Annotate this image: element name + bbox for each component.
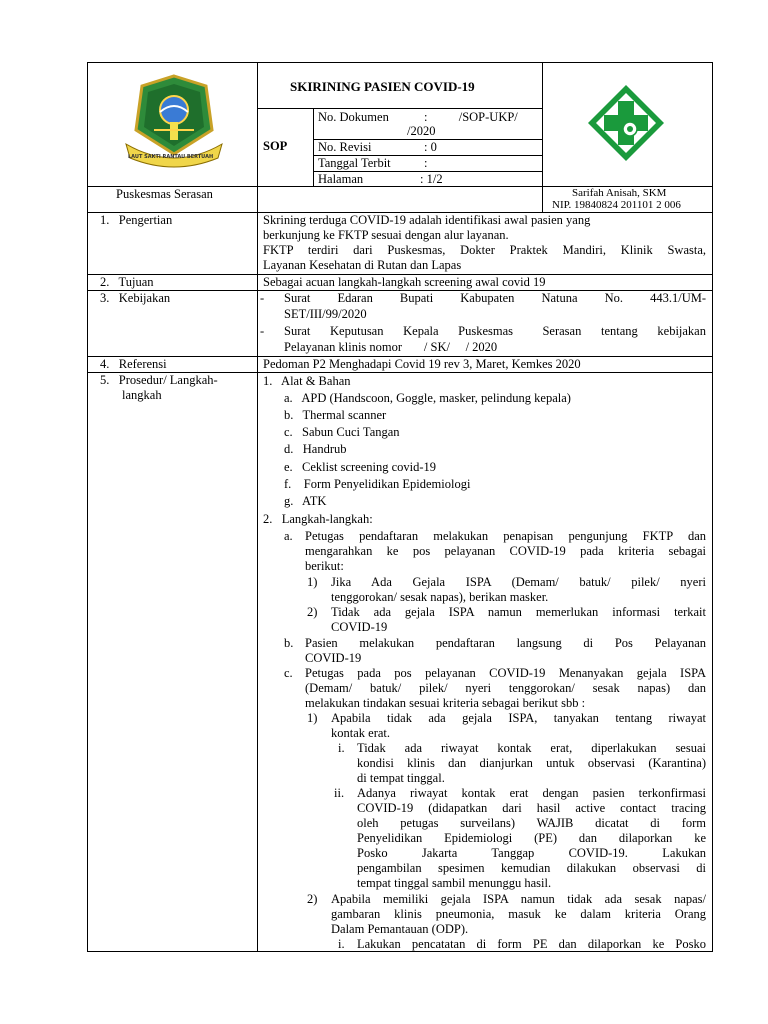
marker-c-1: 1)	[307, 711, 318, 725]
step-c-1-ii-1: Adanya riwayat kontak erat dengan pasien terkonfirmasi	[357, 786, 706, 800]
marker-c-2: 2)	[307, 892, 318, 906]
label-prosedur-2: langkah	[122, 388, 162, 402]
step-a-1: Petugas pendaftaran melakukan penapisan pengunjung FKTP dan	[305, 529, 706, 543]
step-c-1-2: kontak erat.	[331, 726, 391, 740]
pengertian-text-4: Layanan Kesehatan di Rutan dan Lapas	[263, 258, 462, 272]
label-referensi: 4. Referensi	[100, 357, 167, 371]
step-c-1-ii-4: Penyelidikan Epidemiologi (PE) dan dilaporkan ke	[357, 831, 706, 845]
step-a-2: mengarahkan ke pos pelayanan COVID-19 pada kriteria sebagai	[305, 544, 706, 558]
step-c-1-ii-3: oleh petugas surveilans) WAJIB dicatat di form	[357, 816, 706, 830]
col-divider	[257, 62, 258, 952]
emblem-motto: LAUT SAKTI RANTAU BERTUAH	[128, 154, 214, 160]
sop-divider	[313, 108, 314, 186]
alat-item: a. APD (Handscoon, Goggle, masker, pelindung kepala)	[284, 391, 571, 405]
step-c-1: Petugas pada pos pelayanan COVID-19 Menanyakan gejala ISPA	[305, 666, 706, 680]
alat-item: b. Thermal scanner	[284, 408, 387, 422]
marker-a: a.	[284, 529, 293, 543]
marker-c-1-ii: ii.	[334, 786, 345, 800]
step-a-1-1: Jika Ada Gejala ISPA (Demam/ batuk/ pilek/ nyeri	[331, 575, 706, 589]
label-kebijakan: 3. Kebijakan	[100, 291, 171, 305]
no-revisi-label: No. Revisi	[318, 140, 372, 154]
step-c-1-ii-7: tempat tinggal sambil menunggu hasil.	[357, 876, 552, 890]
step-c-1-ii-6: pengambilan spesimen kemudian dilakukan observasi di	[357, 861, 706, 875]
step-a-3: berikut:	[305, 559, 344, 573]
no-dokumen-label: No. Dokumen	[318, 110, 389, 124]
referensi-text: Pedoman P2 Menghadapi Covid 19 rev 3, Maret, Kemkes 2020	[263, 357, 581, 371]
step-c-1-i-2: kondisi klinis dan dianjurkan untuk observasi (Karantina)	[357, 756, 706, 770]
kebijakan-text-3: Surat Keputusan Kepala Puskesmas Serasan tentang kebijakan	[284, 324, 706, 338]
no-dokumen-year: /2020	[407, 124, 436, 138]
step-c-1-ii-2: COVID-19 (didapatkan dari hasil active contact tracing	[357, 801, 706, 815]
pengertian-text-1: Skrining terduga COVID-19 adalah identifikasi awal pasien yang	[263, 213, 591, 227]
halaman-value: : 1/2	[420, 172, 443, 186]
header-right-divider	[542, 62, 543, 212]
step-c-1-i-3: di tempat tinggal.	[357, 771, 445, 785]
marker-c: c.	[284, 666, 293, 680]
label-pengertian: 1. Pengertian	[100, 213, 173, 227]
marker-a-2: 2)	[307, 605, 318, 619]
step-b-2: COVID-19	[305, 651, 362, 665]
pengertian-text-2: berkunjung ke FKTP sesuai dengan alur layanan.	[263, 228, 509, 242]
kebijakan-text-2: SET/III/99/2020	[284, 307, 367, 321]
sop-label: SOP	[263, 139, 288, 153]
step-c-2-1: Apabila memiliki gejala ISPA namun tidak ada sesak napas/	[331, 892, 706, 906]
step-c-1-ii-5: Posko Jakarta Tanggap COVID-19. Lakukan	[357, 846, 706, 860]
marker-c-1-i: i.	[338, 741, 345, 755]
marker-a-1: 1)	[307, 575, 318, 589]
no-revisi-value: : 0	[424, 140, 437, 154]
alat-item: d. Handrub	[284, 442, 347, 456]
organization-name: Puskesmas Serasan	[116, 187, 213, 201]
step-a-2-2: COVID-19	[331, 620, 388, 634]
step-c-2-i-1: Lakukan pencatatan di form PE dan dilaporkan ke Posko	[357, 937, 706, 951]
pengertian-text-3: FKTP terdiri dari Puskesmas, Dokter Praktek Mandiri, Klinik Swasta,	[263, 243, 706, 257]
title-bottom	[257, 108, 543, 109]
alat-item: e. Ceklist screening covid-19	[284, 460, 437, 474]
langkah-title: 2. Langkah-langkah:	[263, 512, 373, 526]
marker-b: b.	[284, 636, 294, 650]
document-title: SKIRINING PASIEN COVID-19	[290, 79, 475, 94]
halaman-label: Halaman	[318, 172, 364, 186]
alat-item: f. Form Penyelidikan Epidemiologi	[284, 477, 471, 491]
kebijakan-text-1: Surat Edaran Bupati Kabupaten Natuna No. 443.1/UM-	[284, 291, 706, 305]
signer-name: Sarifah Anisah, SKM	[572, 187, 667, 199]
step-a-2-1: Tidak ada gejala ISPA namun memerlukan informasi terkait	[331, 605, 706, 619]
alat-item: g. ATK	[284, 494, 327, 508]
step-c-2-2: gambaran klinis pneumonia, masuk ke dalam kriteria Orang	[331, 907, 706, 921]
step-c-2-3: Dalam Pemantauan (ODP).	[331, 922, 469, 936]
marker-c-2-i: i.	[338, 937, 345, 951]
signer-nip: NIP. 19840824 201101 2 006	[552, 199, 681, 211]
step-c-1-i-1: Tidak ada riwayat kontak erat, diperlakukan sesuai	[357, 741, 706, 755]
kebijakan-text-4: Pelayanan klinis nomor / SK/ / 2020	[284, 340, 498, 354]
label-prosedur: 5. Prosedur/ Langkah-	[100, 373, 218, 387]
kebijakan-dash-2: -	[260, 324, 265, 338]
step-c-2: (Demam/ batuk/ pilek/ nyeri tenggorokan/ sesak napas) dan	[305, 681, 706, 695]
step-b-1: Pasien melakukan pendaftaran langsung di Pos Pelayanan	[305, 636, 706, 650]
border-right	[712, 62, 713, 952]
alat-item: c. Sabun Cuci Tangan	[284, 425, 400, 439]
tujuan-text: Sebagai acuan langkah-langkah screening awal covid 19	[263, 275, 546, 289]
step-a-1-2: tenggorokan/ sesak napas), berikan masker.	[331, 590, 549, 604]
puskesmas-logo-icon	[586, 83, 666, 163]
kebijakan-dash-1: -	[260, 291, 265, 305]
tanggal-label: Tanggal Terbit	[318, 156, 391, 170]
tanggal-value: :	[424, 156, 428, 170]
border-top	[87, 62, 713, 63]
border-left	[87, 62, 88, 952]
step-c-3: melakukan tindakan sesuai kriteria sebagai berikut sbb :	[305, 696, 586, 710]
label-tujuan: 2. Tujuan	[100, 275, 154, 289]
alat-title: 1. Alat & Bahan	[263, 374, 351, 388]
step-c-1-1: Apabila tidak ada gejala ISPA, tanyakan tentang riwayat	[331, 711, 706, 725]
no-dokumen-value: : /SOP-UKP/	[424, 110, 518, 124]
